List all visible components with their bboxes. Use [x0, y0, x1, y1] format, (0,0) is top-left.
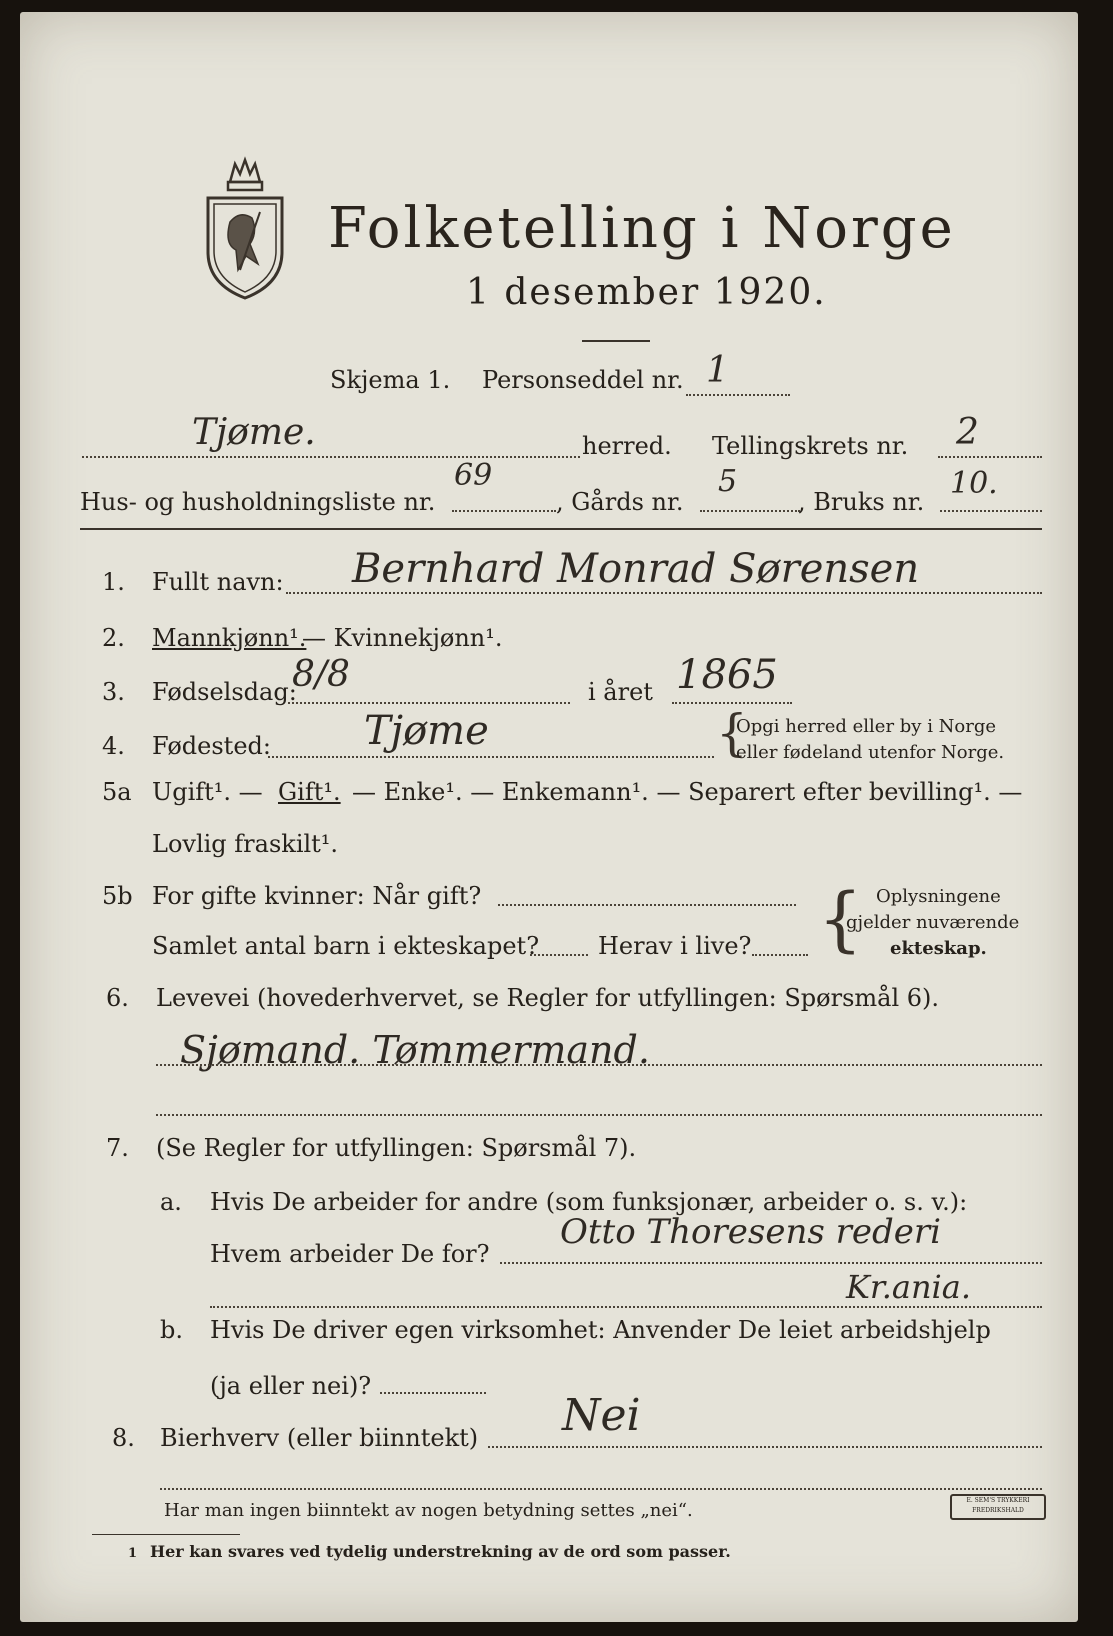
gift-option: Gift¹. [278, 778, 341, 806]
q3-number: 3. [102, 678, 125, 706]
footnote-text: Her kan svares ved tydelig understrekning av de ord som passer. [150, 1542, 731, 1561]
aret-label: i året [588, 678, 653, 706]
q5a-number: 5a [102, 778, 132, 806]
gards-label: , Gårds nr. [556, 488, 684, 516]
personseddel-line [686, 394, 790, 396]
q5b-brace: { [818, 878, 863, 960]
herav-i-live-line [752, 954, 808, 956]
printer-stamp [950, 1494, 1046, 1520]
bierhverv-label: Bierhverv (eller biinntekt) [160, 1424, 479, 1452]
husholdningsliste-value: 69 [454, 458, 493, 493]
q1-line [286, 592, 1042, 594]
nar-gift-label: For gifte kvinner: Når gift? [152, 882, 482, 910]
employer-value: Otto Thoresens rederi [560, 1212, 942, 1252]
stamp-line2: FREDRIKSHALD [972, 1507, 1024, 1514]
antal-barn-line [530, 954, 588, 956]
marital-options-rest: — Enke¹. — Enkemann¹. — Separert efter bevilling¹. — [352, 778, 1023, 806]
tellingskrets-value: 2 [956, 412, 979, 453]
q5b-note-line3: ekteskap. [890, 938, 987, 959]
q4-brace: { [716, 704, 748, 762]
q7b-letter: b. [160, 1316, 183, 1344]
full-name-value: Bernhard Monrad Sørensen [352, 546, 920, 592]
levevei-label: Levevei (hovederhvervet, se Regler for utfyllingen: Spørsmål 6). [156, 984, 940, 1012]
q7-label: (Se Regler for utfyllingen: Spørsmål 7). [156, 1134, 637, 1162]
hvem-arbeider-label: Hvem arbeider De for? [210, 1240, 490, 1268]
q7-number: 7. [106, 1134, 129, 1162]
fodselsdag-line [288, 702, 570, 704]
q4-number: 4. [102, 732, 125, 760]
ja-eller-nei-label: (ja eller nei)? [210, 1372, 372, 1400]
q7a-letter: a. [160, 1188, 182, 1216]
q5b-note-line1: Oplysningene [876, 886, 1001, 907]
levevei-value: Sjømand. Tømmermand. [180, 1028, 650, 1072]
q5b-note-line2: gjelder nuværende [846, 912, 1020, 933]
footnote-rule [92, 1534, 240, 1535]
husholdningsliste-line [452, 510, 556, 512]
bierhverv-line-2 [160, 1488, 1042, 1490]
q7b-line1: Hvis De driver egen virksomhet: Anvender De leiet arbeidshjelp [210, 1316, 991, 1344]
personseddel-value: 1 [706, 350, 729, 391]
tellingskrets-line [938, 456, 1042, 458]
ja-eller-nei-line [380, 1392, 486, 1394]
q1-label: Fullt navn: [152, 568, 284, 596]
q5b-number: 5b [102, 882, 133, 910]
lovlig-fraskilt-option: Lovlig fraskilt¹. [152, 830, 339, 858]
hvem-arbeider-line [500, 1262, 1042, 1264]
fodselsdag-value: 8/8 [292, 654, 350, 695]
stamp-line1: E. SEM'S TRYKKERI [966, 1497, 1030, 1504]
q2-number: 2. [102, 624, 125, 652]
personseddel-label: Personseddel nr. [482, 366, 684, 394]
bruks-line [940, 510, 1042, 512]
q4-note-line1: Opgi herred eller by i Norge [736, 716, 997, 737]
herav-i-live-label: Herav i live? [598, 932, 752, 960]
title-divider [582, 340, 650, 342]
bruks-value: 10. [950, 466, 998, 501]
herred-label: herred. [582, 432, 672, 460]
fodselsdag-label: Fødselsdag: [152, 678, 297, 706]
birth-year-value: 1865 [676, 652, 778, 698]
herred-value: Tjøme. [192, 412, 316, 453]
levevei-line-1 [156, 1064, 1042, 1066]
gards-line [700, 510, 800, 512]
husholdningsliste-label: Hus- og husholdningsliste nr. [80, 488, 436, 516]
ugift-option: Ugift¹. — [152, 778, 263, 806]
gards-value: 5 [718, 464, 738, 499]
tellingskrets-label: Tellingskrets nr. [712, 432, 909, 460]
bierhverv-line [488, 1446, 1042, 1448]
q1-number: 1. [102, 568, 125, 596]
employer-place-value: Kr.ania. [846, 1268, 972, 1306]
employer-line-2 [210, 1306, 1042, 1308]
bruks-label: , Bruks nr. [798, 488, 925, 516]
fodested-value: Tjøme [364, 708, 489, 754]
footer-note: Har man ingen biinntekt av nogen betydning settes „nei“. [164, 1500, 693, 1521]
coat-of-arms-icon [200, 152, 290, 302]
bierhverv-value: Nei [562, 1390, 641, 1441]
mannkjonn-option: Mannkjønn¹. [152, 624, 307, 652]
kvinnekjonn-option: — Kvinnekjønn¹. [302, 624, 503, 652]
fodested-label: Fødested: [152, 732, 271, 760]
fodested-line [268, 756, 714, 758]
antal-barn-label: Samlet antal barn i ekteskapet? [152, 932, 540, 960]
levevei-line-2 [156, 1114, 1042, 1116]
nar-gift-line [498, 904, 796, 906]
q8-number: 8. [112, 1424, 135, 1452]
census-date: 1 desember 1920. [466, 272, 827, 313]
skjema-label: Skjema 1. [330, 366, 451, 394]
herred-line [82, 456, 580, 458]
q4-note-line2: eller fødeland utenfor Norge. [736, 742, 1005, 763]
form-title: Folketelling i Norge [328, 196, 956, 261]
footnote-number: 1 [128, 1546, 138, 1561]
header-rule [80, 528, 1042, 530]
q6-number: 6. [106, 984, 129, 1012]
q7a-line1: Hvis De arbeider for andre (som funksjonær, arbeider o. s. v.): [210, 1188, 968, 1216]
